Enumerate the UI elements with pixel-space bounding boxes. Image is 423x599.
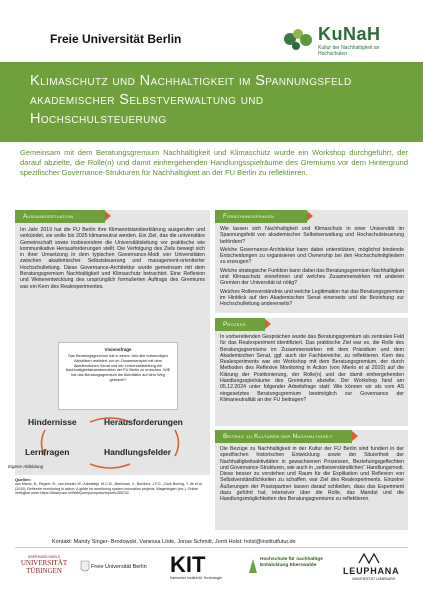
beitrag-heading: Beitrag zu Kulturen der Nachhaltigkeit — [215, 430, 352, 443]
arrow-icon — [352, 431, 358, 441]
diagram-hindernisse: Hindernisse — [28, 417, 77, 427]
forschungsfragen-list — [220, 226, 404, 310]
diagram-herausforderungen: Herausforderungen — [104, 417, 183, 427]
kunah-title: KuNaH — [318, 24, 381, 44]
vision-box — [58, 342, 178, 410]
poster-title: Klimaschutz und Nachhaltigkeit im Spannungsfeld akademischer Selbstverwaltung und Hochschulsteuerung — [30, 73, 352, 127]
vision-title: Visionsfrage — [104, 347, 132, 352]
prozess-text: In vorbereitenden Gesprächen wurde das Beratungsgremium als zentrales Feld für das Realexperiment identifiziert. Das praktische Ziel war es, die Rolle des Beratungsgremiums im Zusammenwirken mit dem Präsidium und dem Akademischen Senat, ggf. auch der Fachbereiche, zu reflektieren. Kern des Realexperiments war ein Workshop mit dem Beratungsgremium, der durch Methoden des Reflexive Monitoring in Action (von Mierlo et al 2010) auf die Klärung der Positionierung, der Rolle(n) und der damit einhergehenden Handlungsspielräume des Gremiums abzielte. Der Workshop fand am 05.12.2024 unter folgender Arbeitsfrage statt: Wie können wir als vom AS eingesetztes Beratungsgremium bestmöglich zur Governance der Klimaneutralität an der FU beitragen? — [220, 334, 404, 403]
arrow-icon — [265, 319, 271, 329]
leuphana-logo-icon — [358, 552, 380, 564]
ausgangssituation-heading: Ausgangssituation — [15, 210, 105, 223]
sources-label: Quellen: — [15, 477, 32, 482]
hne-logo-icon — [248, 558, 258, 574]
prozess-heading: Prozess — [215, 318, 265, 331]
diagram-caption: Eigene Abbildung — [8, 464, 44, 469]
tuebingen-logo — [14, 555, 74, 575]
arrow-icon — [307, 211, 313, 221]
forschungsfrage-item: Welches Rollenverständnis und welche Legitimation hat das Beratungsgremium im Hinblick auf den Akademischen Senat einerseits und die Beziehung zur Hochschulleitung andererseits? — [220, 288, 404, 308]
intro-text: Gemeinsam mit dem Beratungsgremium Nachhaltigkeit und Klimaschutz wurde ein Workshop durchgeführt, der darauf abzielte, die Rolle(n) und damit einhergehenden Handlungsspielräume des Gremiums vor dem Hintergrund spezifischer Governance-Strukturen für Nachhaltigkeit an der FU Berlin zu reflektieren. — [20, 148, 408, 177]
contact-info: Kontakt: Mandy Singer- Brodowski, Vanessa Löde, Jonas Schmitt, Jorrit Holst: holst@institutfutur.de — [52, 539, 296, 545]
forschungsfrage-item: Wie lassen sich Nachhaltigkeit und Klimaschutz in einer Universität im Spannungsfeld von akademischer Selbstverwaltung und Hochschulsteuerung befördern? — [220, 226, 404, 245]
diagram-handlungsfelder: Handlungsfelder — [104, 447, 172, 457]
leuphana-logo: LEUPHANA — [343, 566, 400, 576]
tuebingen-top: EBERHARD KARLS — [28, 555, 60, 559]
vision-text: Das Beratungsgremium hat in einem Jahr alle notwendigen Aktivitäten realisiert, um im Zusammenspiel mit dem Akademischen Senat und der Universitätsleitung die Nachhaltigkeitstransformation der FU Berlin zu erreichen. WIE hat das Beratungsgremium die Aktivitäten auf dem Weg gebracht? — [65, 354, 171, 382]
kit-subtitle: Karlsruher Institut für Technologie — [170, 576, 223, 580]
tuebingen-name: UNIVERSITÄT TÜBINGEN — [20, 559, 68, 575]
diagram-lernfragen: Lernfragen — [25, 447, 70, 457]
university-name: Freie Universität Berlin — [50, 32, 182, 46]
sources-text: van Mierlo, B., Regeer, B., van Amstel, M., Arkesteijn, M.C.M., Beekman, V., Bunders, J.F.G., Cock Buning, T. de et al. (2010). Reflexive monitoring in action: A guide for monitoring system innovation projects. Wageningen (etc.). Online verfügbar unter https://library.wur.nl/WebQuery/wurpubs/reports/395732. — [15, 482, 203, 496]
kunah-logo-icon — [282, 24, 316, 54]
kunah-subtitle: Kultur der Nachhaltigkeit an Hochschulen — [318, 45, 380, 57]
poster-header — [0, 20, 423, 60]
fub-logo-icon — [80, 560, 90, 574]
footer-divider — [15, 547, 408, 548]
hne-logo: Hochschule für nachhaltige Entwicklung Eberswalde — [260, 557, 323, 568]
forschungsfrage-item: Welche strategische Funktion kann dabei das Beratungsgremium Nachhaltigkeit und Klimaschutz einnehmen und welches Zusammenwirken mit anderen Gremien der Universität ist nötig? — [220, 267, 404, 287]
arrow-icon — [105, 211, 111, 221]
sources — [15, 478, 210, 496]
forschungsfragen-heading: Forschungsfragen — [215, 210, 307, 223]
fub-logo: Freie Universität Berlin — [91, 564, 147, 570]
leuphana-subtitle: UNIVERSITÄT LÜNEBURG — [352, 577, 396, 581]
forschungsfrage-item: Welche Governance-Architektur kann dabei unterstützen, möglichst bindende Entscheidungen zu organisieren und Ownership bei den Hochschulmitgliedern zu erzeugen? — [220, 246, 404, 266]
beitrag-text: Die Bezüge zu Nachhaltigkeit in der Kultur der FU Berlin sind fundiert in der spezifischen historischen Entwicklung sowie der Situiertheit der Nachhaltigkeitsaktivitäten in gewachsenen Prozessen, Beziehungsgeflechten und Governance-Strukturen, wie auch in „selbstverständlichen“ Handlungsmodi. Diese besser zu verstehen und Raum für die Explikation und Reflexion von Selbstverständlichkeiten zu schaffen, war Ziel des Realexperiments. Einzelne Äußerungen der Praxispartner lassen darauf schließen, dass das Experiment dazu geführt hat, intensiver über die Rolle, das Mandat und die Handlungsmöglichkeiten des Beratungsgremiums zu reflektieren. — [220, 446, 404, 503]
kit-logo: KIT — [170, 552, 206, 577]
ausgangssituation-text: Im Jahr 2019 hat die FU Berlin ihre Klimanotstandserklärung ausgerufen und verkündet, sie wolle bis 2025 klimaneutral werden. Ein Ziel, das die universitäre Gemeinschaft sowie insbesondere die Universitätsleitung vor praktische wie kommunikative Herausforderungen stellt. Die Verfolgung des Ziels bewegt sich in ihrer Umsetzung in dem typischen Governance-Modi von Universitäten zwischen akademischer Selbststeuerung und management-orientierter Hochschulleitung. Diese Governance-Architektur wurde gemeinsam mit dem Beratungsgremium Nachhaltigkeit und Klimaschutz betrachtet. Eine Reflexion und Weiterentwicklung des ursprünglich formulierten Auftrags des Gremiums war ein Kern des Realexperimentes. — [20, 227, 205, 290]
